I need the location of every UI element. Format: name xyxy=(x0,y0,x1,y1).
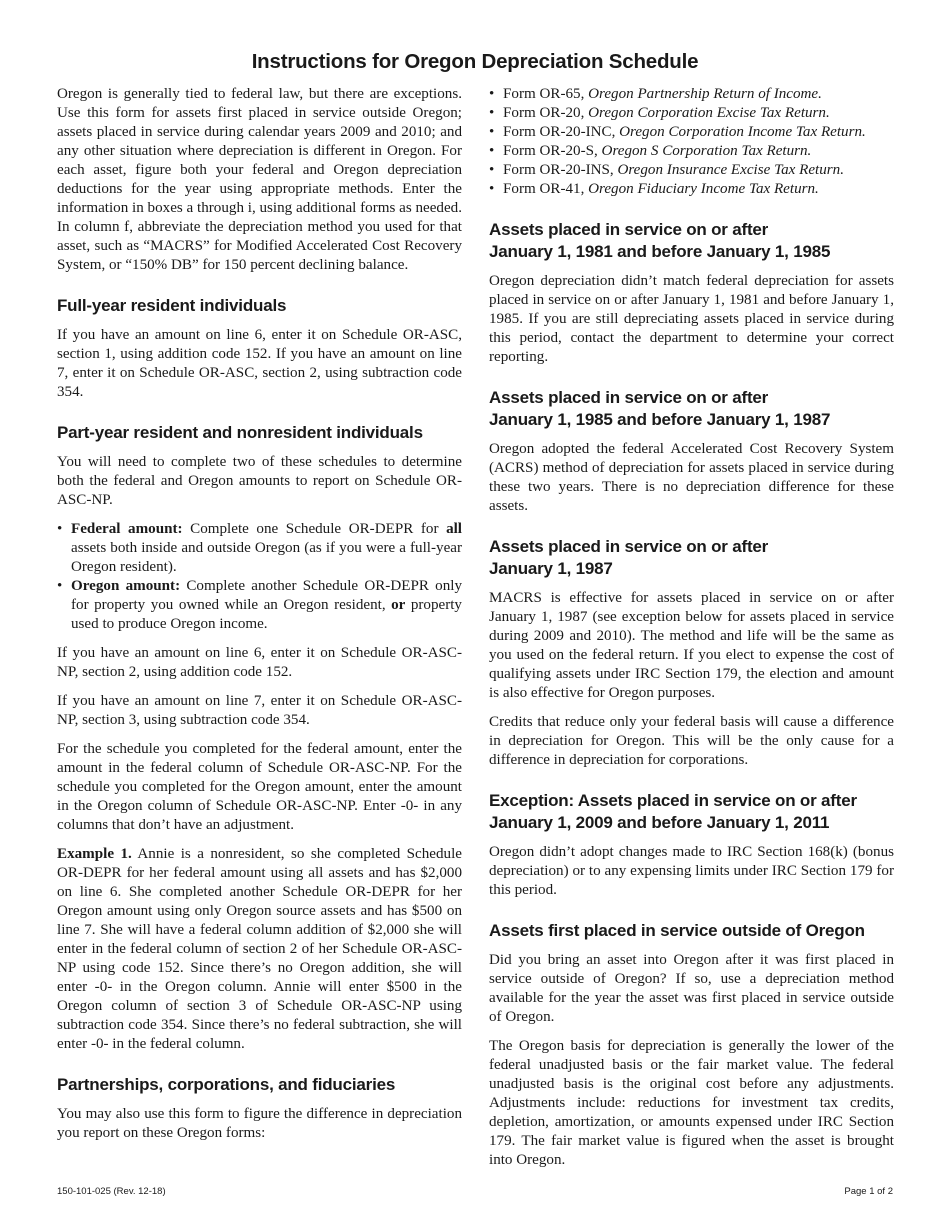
oregon-forms-list xyxy=(489,85,894,199)
outside-oregon-text-1: Did you bring an asset into Oregon after it was first placed in service outside of Oregon? If so, use a depreciation method available for the year the asset was first placed in service outside of Oregon. xyxy=(489,952,894,1025)
part-year-text-3: If you have an amount on line 7, enter it on Schedule OR-ASC-NP, section 3, using subtraction code 354. xyxy=(57,693,462,728)
oregon-amount-text: Complete another Schedule OR-DEPR only for property you owned while an Oregon resident, xyxy=(71,578,462,613)
form-number: 150-101-025 (Rev. 12-18) xyxy=(57,1186,166,1197)
partnerships-text: You may also use this form to figure the difference in depreciation you report on these Oregon forms: xyxy=(57,1106,462,1141)
part-year-text-1: You will need to complete two of these schedules to determine both the federal and Oregon amounts to report on Schedule OR-ASC-NP. xyxy=(57,454,462,508)
oregon-amount-bullet xyxy=(57,577,462,634)
example-1 xyxy=(57,845,462,1054)
amount-bullet-list xyxy=(57,520,462,634)
exception-heading: Exception: Assets placed in service on or after January 1, 2009 and before January 1, 2011 xyxy=(489,791,857,832)
form-list-item: • Form OR-20, Oregon Corporation Excise Tax Return. xyxy=(489,104,894,123)
federal-amount-text: Complete one Schedule OR-DEPR for xyxy=(182,521,447,537)
part-year-text-4: For the schedule you completed for the federal amount, enter the amount in the federal column of Schedule OR-ASC-NP. For the schedule you completed for the Oregon amount, enter the amount in the Oregon column of Schedule OR-ASC-NP. Enter -0- in any columns that don’t have an adjustment. xyxy=(57,741,462,833)
outside-oregon-heading: Assets first placed in service outside of Oregon xyxy=(489,921,865,940)
form-list-item: • Form OR-41, Oregon Fiduciary Income Tax Return. xyxy=(489,180,894,199)
example-text: Annie is a nonresident, so she completed Schedule OR-DEPR for her federal amount using all assets and has $2,000 on line 6. She completed another Schedule OR-DEPR for her Oregon amount using only Oregon source assets and has $500 on line 7. She will have a federal column addition of $2,000 she will enter in the federal column of section 2 of her Schedule OR-ASC-NP using code 152. Since there’s no Oregon addition, she will enter -0- in the Oregon column. Annie will enter $500 in the Oregon column of section 3 of Schedule OR-ASC-NP using subtraction code 354. Since there’s no federal subtraction, she will enter -0- in the federal column. xyxy=(57,846,462,1052)
oregon-amount-emphasis: or xyxy=(391,597,406,613)
section-1987-heading: Assets placed in service on or after January 1, 1987 xyxy=(489,537,769,578)
section-1987-text-1: MACRS is effective for assets placed in service on or after January 1, 1987 (see exception below for assets placed in service during 2009 and 2010). The method and life will be the same as you used on the federal return. If you elect to expense the cost of qualifying assets under IRC Section 179, the election and amount is also effective for Oregon purposes. xyxy=(489,590,894,701)
outside-oregon-text-2: The Oregon basis for depreciation is generally the lower of the federal unadjusted basis or the fair market value. The federal unadjusted basis is the original cost before any adjustments. Adjustments include: reductions for investment tax credits, depletion, amortization, or amounts expensed under IRC Section 179. The fair market value is figured when the asset is brought into Oregon. xyxy=(489,1038,894,1168)
form-list-item: • Form OR-20-INS, Oregon Insurance Excise Tax Return. xyxy=(489,161,894,180)
federal-amount-emphasis: all xyxy=(446,521,462,537)
full-year-text: If you have an amount on line 6, enter it on Schedule OR-ASC, section 1, using addition code 152. If you have an amount on line 7, enter it on Schedule OR-ASC, section 2, using subtraction code 354. xyxy=(57,327,462,400)
section-1985-heading: Assets placed in service on or after January 1, 1985 and before January 1, 1987 xyxy=(489,388,831,429)
federal-amount-bullet xyxy=(57,520,462,577)
partnerships-heading: Partnerships, corporations, and fiduciaries xyxy=(57,1075,396,1094)
form-list-item: • Form OR-65, Oregon Partnership Return of Income. xyxy=(489,85,894,104)
page-title: Instructions for Oregon Depreciation Schedule xyxy=(251,50,699,73)
section-1981-heading: Assets placed in service on or after January 1, 1981 and before January 1, 1985 xyxy=(489,220,831,261)
full-year-heading: Full-year resident individuals xyxy=(57,296,287,315)
section-1987-text-2: Credits that reduce only your federal basis will cause a difference in depreciation for Oregon. This will be the only cause for a difference in depreciation for corporations. xyxy=(489,714,894,768)
federal-amount-text-end: assets both inside and outside Oregon (as if you were a full-year Oregon resident). xyxy=(71,540,462,575)
oregon-amount-label: Oregon amount: xyxy=(71,578,181,594)
oregon-amount-text-end: property used to produce Oregon income. xyxy=(71,597,462,632)
left-column xyxy=(57,85,462,1153)
part-year-text-2: If you have an amount on line 6, enter it on Schedule OR-ASC-NP, section 2, using addition code 152. xyxy=(57,645,462,680)
federal-amount-label: Federal amount: xyxy=(71,521,183,537)
part-year-heading: Part-year resident and nonresident individuals xyxy=(57,423,423,442)
form-list-item: • Form OR-20-S, Oregon S Corporation Tax Return. xyxy=(489,142,894,161)
section-1985-text: Oregon adopted the federal Accelerated Cost Recovery System (ACRS) method of depreciation for assets placed in service during these two years. There is no depreciation difference for these assets. xyxy=(489,441,894,514)
intro-paragraph: Oregon is generally tied to federal law, but there are exceptions. Use this form for assets first placed in service outside Oregon; assets placed in service during calendar years 2009 and 2010; and any other situation where depreciation is different in Oregon. For each asset, figure both your federal and Oregon depreciation deductions for the year using appropriate methods. Enter the information in boxes a through i, using additional forms as needed. In column f, abbreviate the depreciation method you used for that asset, such as “MACRS” for Modified Accelerated Cost Recovery System, or “150% DB” for 150 percent declining balance. xyxy=(57,86,462,273)
example-label: Example 1. xyxy=(57,846,132,862)
page-number: Page 1 of 2 xyxy=(844,1186,893,1197)
section-1981-text: Oregon depreciation didn’t match federal depreciation for assets placed in service on or after January 1, 1981 and before January 1, 1985. If you are still depreciating assets placed in service during this period, contact the department to determine your correct reporting. xyxy=(489,273,894,365)
exception-text: Oregon didn’t adopt changes made to IRC Section 168(k) (bonus depreciation) or to any expensing limits under IRC Section 179 for this period. xyxy=(489,844,894,898)
form-list-item: • Form OR-20-INC, Oregon Corporation Income Tax Return. xyxy=(489,123,894,142)
right-column xyxy=(489,85,894,1180)
